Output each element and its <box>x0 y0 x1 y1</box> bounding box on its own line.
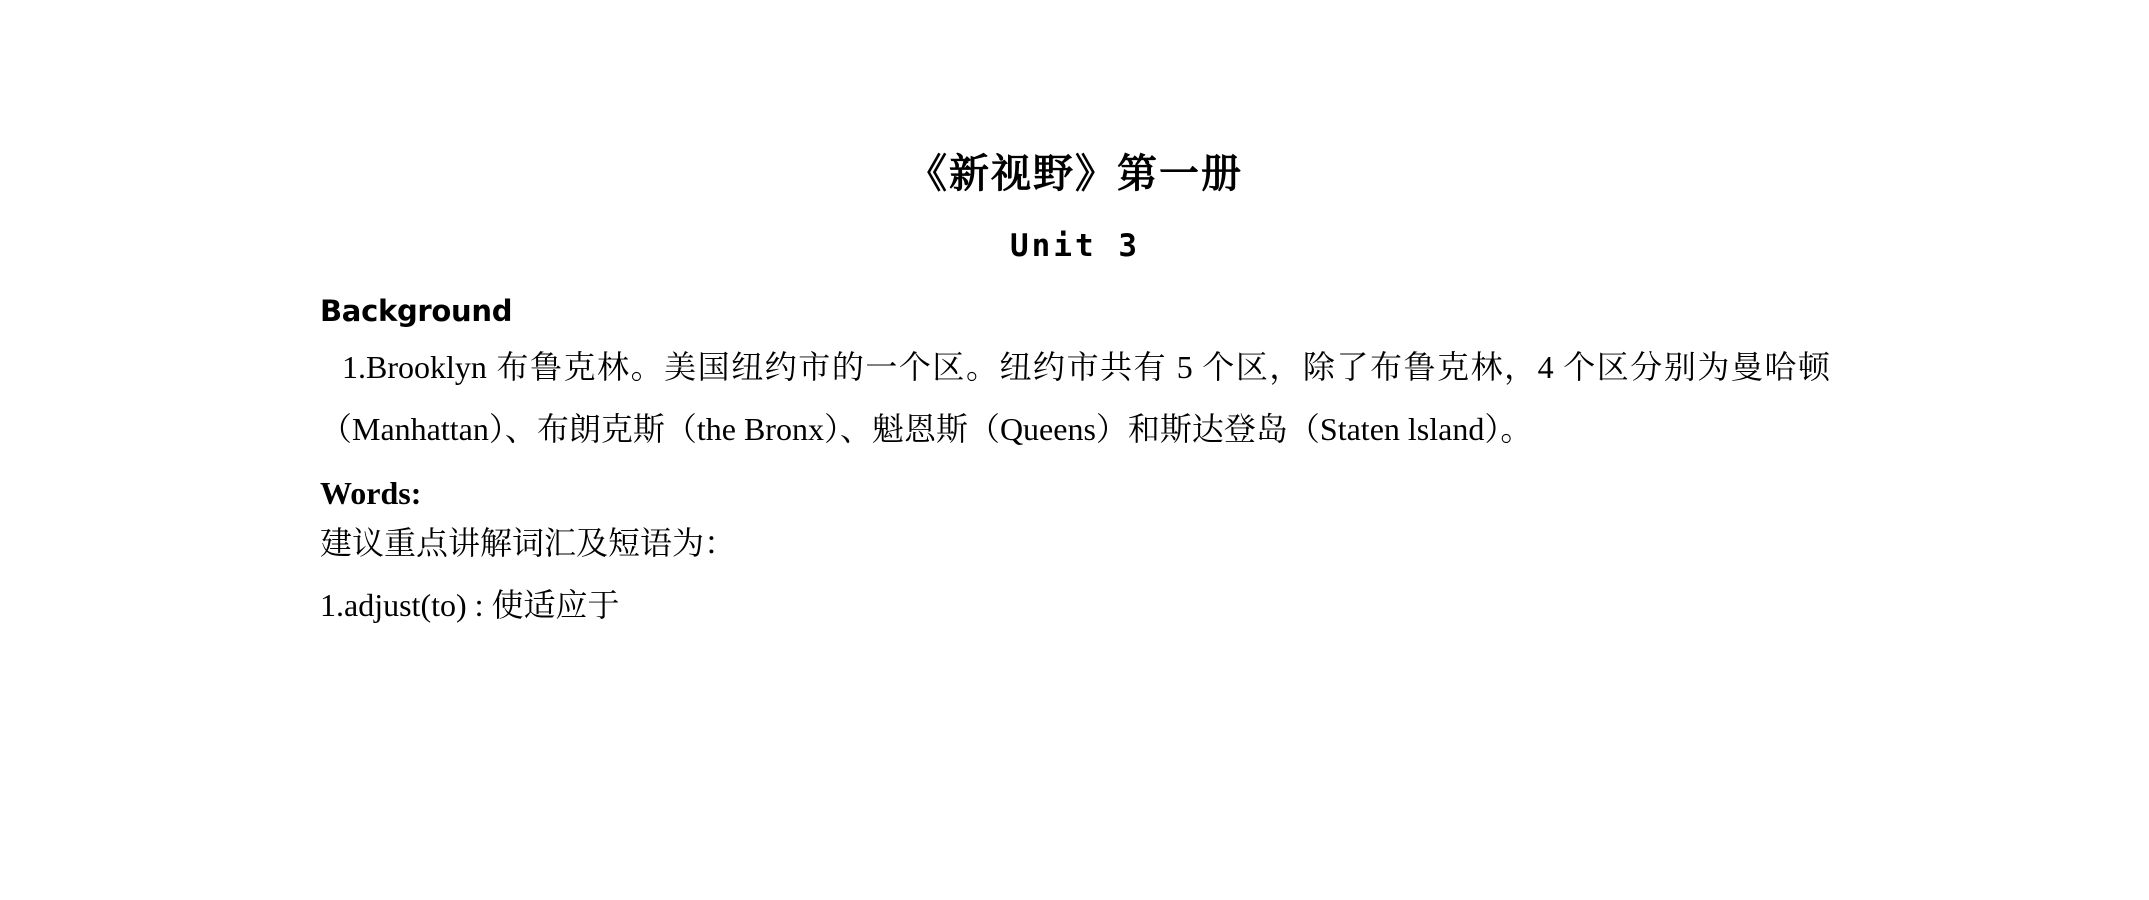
unit-subtitle: Unit 3 <box>1010 228 1140 264</box>
words-heading: Words: <box>320 474 422 511</box>
document-title: 《新视野》第一册 <box>907 150 1243 197</box>
document-body <box>320 0 1830 637</box>
background-item-1: 1.Brooklyn 布鲁克林。美国纽约市的一个区。纽约市共有 5 个区，除了布鲁克林，4 个区分别为曼哈顿（Manhattan）、布朗克斯（the Bronx）、魁恩斯（Queens）和斯达登岛（Staten lsland）。 <box>320 349 1830 448</box>
words-intro: 建议重点讲解词汇及短语为： <box>320 524 737 561</box>
word-entry-1: 1.adjust(to) : 使适应于 <box>320 587 620 624</box>
background-heading: Background <box>320 294 513 328</box>
